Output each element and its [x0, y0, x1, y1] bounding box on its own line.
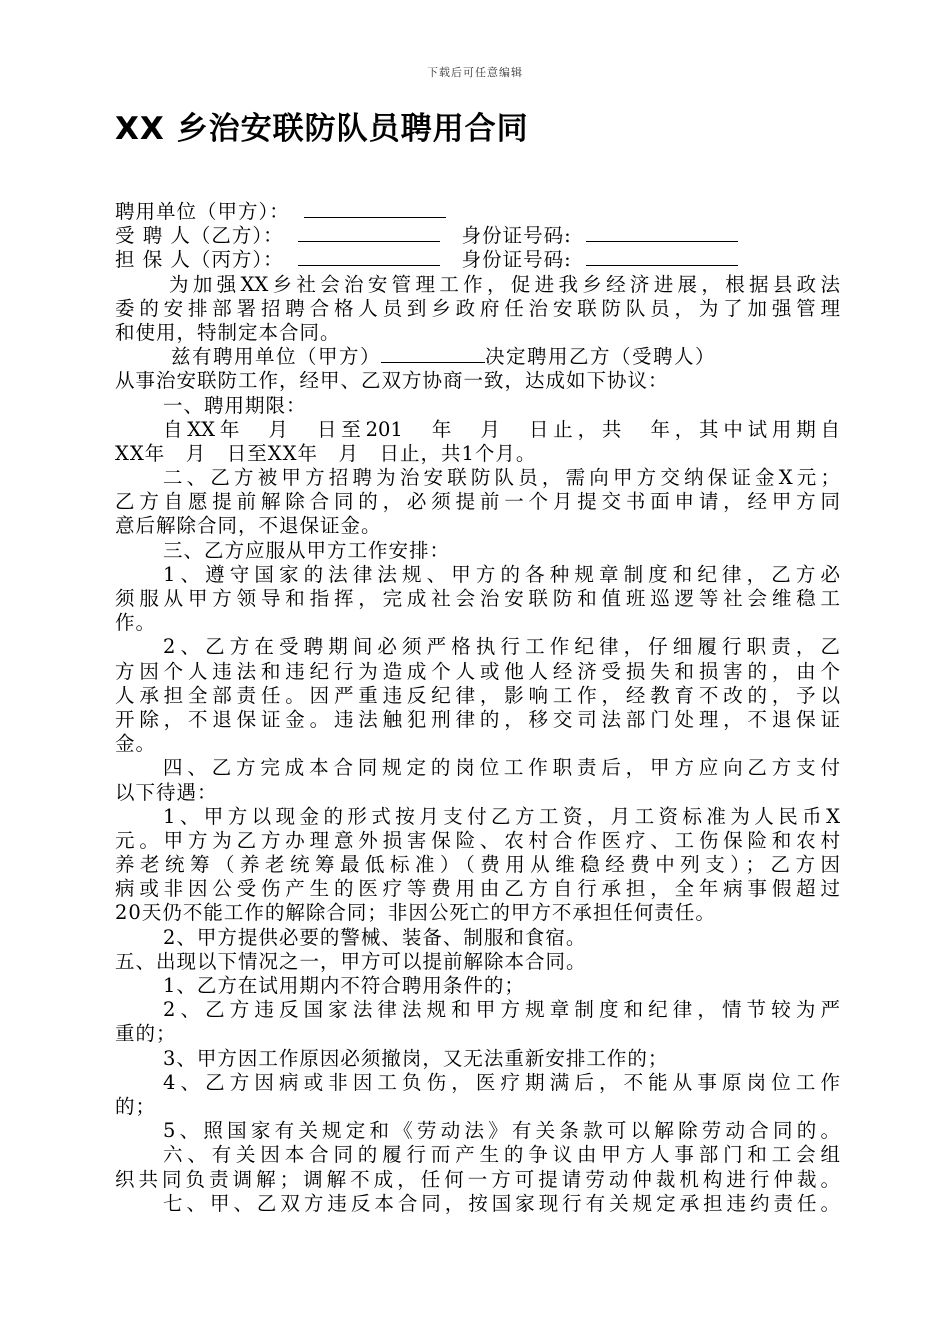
segment-text: 兹有聘用单位（甲方）	[171, 345, 382, 369]
paragraph-line: 5、照国家有关规定和《劳动法》有关条款可以解除劳动合同的。	[163, 1119, 840, 1143]
guarantor-id-label: 身份证号码:	[461, 248, 572, 272]
paragraph-line: 1、遵守国家的法律法规、甲方的各种规章制度和纪律，乙方必	[163, 562, 840, 586]
paragraph-line: 方因个人违法和违纪行为造成个人或他人经济受损失和损害的，由个	[115, 659, 840, 683]
paragraph-line: 从事治安联防工作，经甲、乙双方协商一致，达成如下协议：	[115, 369, 669, 393]
section-heading: 三、乙方应服从甲方工作安排：	[163, 538, 451, 562]
paragraph-line: 二、乙方被甲方招聘为治安联防队员，需向甲方交纳保证金X元；	[163, 466, 840, 490]
paragraph-line: 开除，不退保证金。违法触犯刑律的，移交司法部门处理，不退保证	[115, 707, 840, 731]
paragraph-line: XX年 月 日至XX年 月 日止，共1个月。	[115, 441, 537, 465]
party-employer-line	[115, 200, 840, 224]
paragraph-line: 作。	[115, 611, 157, 635]
guarantor-id-blank	[586, 248, 738, 266]
paragraph-line: 人承担全部责任。因严重违反纪律，影响工作，经教育不改的，予以	[115, 683, 840, 707]
paragraph-line: 2、甲方提供必要的警械、装备、制服和食宿。	[163, 925, 587, 949]
paragraph-line: 六、有关因本合同的履行而产生的争议由甲方人事部门和工会组	[163, 1143, 840, 1167]
paragraph-line: 1、乙方在试用期内不符合聘用条件的；	[163, 974, 525, 997]
party-employee-line	[115, 224, 840, 248]
paragraph-line: 养老统筹（养老统筹最低标准）（费用从维稳经费中列支）；乙方因	[115, 853, 840, 877]
paragraph-line: 意后解除合同，不退保证金。	[115, 514, 382, 538]
section-heading: 五、出现以下情况之一，甲方可以提前解除本合同。	[115, 949, 587, 973]
paragraph-line: 3、甲方因工作原因必须撤岗，又无法重新安排工作的；	[163, 1046, 669, 1070]
paragraph-line: 为加强XX乡社会治安管理工作，促进我乡经济进展，根据县政法	[169, 272, 840, 296]
guarantor-blank	[298, 248, 440, 266]
segment-text: 决定聘用乙方（受聘人）	[485, 345, 717, 369]
paragraph-line: 自XX年 月 日至201 年 月 日止，共 年，其中试用期自	[163, 417, 840, 441]
employer-label: 聘用单位（甲方）：	[115, 200, 290, 223]
guarantor-label: 担 保 人（丙方）：	[115, 248, 284, 272]
paragraph-line: 病或非因公受伤产生的医疗等费用由乙方自行承担，全年病事假超过	[115, 877, 840, 901]
employer-name-blank	[381, 345, 485, 363]
paragraph-line: 乙方自愿提前解除合同的，必须提前一个月提交书面申请，经甲方同	[115, 490, 840, 514]
paragraph-line: 七、甲、乙双方违反本合同，按国家现行有关规定承担违约责任。	[163, 1191, 840, 1215]
section-heading: 一、聘用期限：	[163, 393, 307, 417]
paragraph-line: 和使用，特制定本合同。	[115, 320, 341, 344]
page-title: XX 乡治安联防队员聘用合同	[115, 111, 529, 147]
paragraph-line: 2、乙方违反国家法律法规和甲方规章制度和纪律，情节较为严	[163, 998, 840, 1022]
paragraph-line: 四、乙方完成本合同规定的岗位工作职责后，甲方应向乙方支付	[163, 756, 840, 780]
paragraph-line: 以下待遇：	[115, 780, 218, 804]
paragraph-line: 的；	[115, 1094, 157, 1118]
paragraph-line-employer-blank	[115, 345, 840, 369]
contract-body	[115, 200, 840, 1216]
employee-id-blank	[586, 224, 738, 242]
paragraph-line: 4、乙方因病或非因工负伤，医疗期满后，不能从事原岗位工作	[163, 1070, 840, 1094]
paragraph-line: 2、乙方在受聘期间必须严格执行工作纪律，仔细履行职责，乙	[163, 635, 840, 659]
paragraph-line: 20天仍不能工作的解除合同；非因公死亡的甲方不承担任何责任。	[115, 901, 716, 925]
employee-label: 受 聘 人（乙方）：	[115, 224, 284, 248]
paragraph-line: 织共同负责调解；调解不成，任何一方可提请劳动仲裁机构进行仲裁。	[115, 1167, 840, 1191]
paragraph-line: 委的安排部署招聘合格人员到乡政府任治安联防队员，为了加强管理	[115, 296, 840, 320]
paragraph-line: 1、甲方以现金的形式按月支付乙方工资，月工资标准为人民币X	[163, 804, 840, 828]
paragraph-line: 须服从甲方领导和指挥，完成社会治安联防和值班巡逻等社会维稳工	[115, 587, 840, 610]
header-note: 下载后可任意编辑	[427, 66, 523, 79]
party-guarantor-line	[115, 248, 840, 272]
paragraph-line: 重的；	[115, 1022, 177, 1046]
employee-blank	[298, 224, 440, 242]
paragraph-line: 金。	[115, 732, 157, 756]
paragraph-line: 元。甲方为乙方办理意外损害保险、农村合作医疗、工伤保险和农村	[115, 828, 840, 852]
employer-blank	[304, 200, 446, 218]
employee-id-label: 身份证号码:	[461, 224, 572, 248]
